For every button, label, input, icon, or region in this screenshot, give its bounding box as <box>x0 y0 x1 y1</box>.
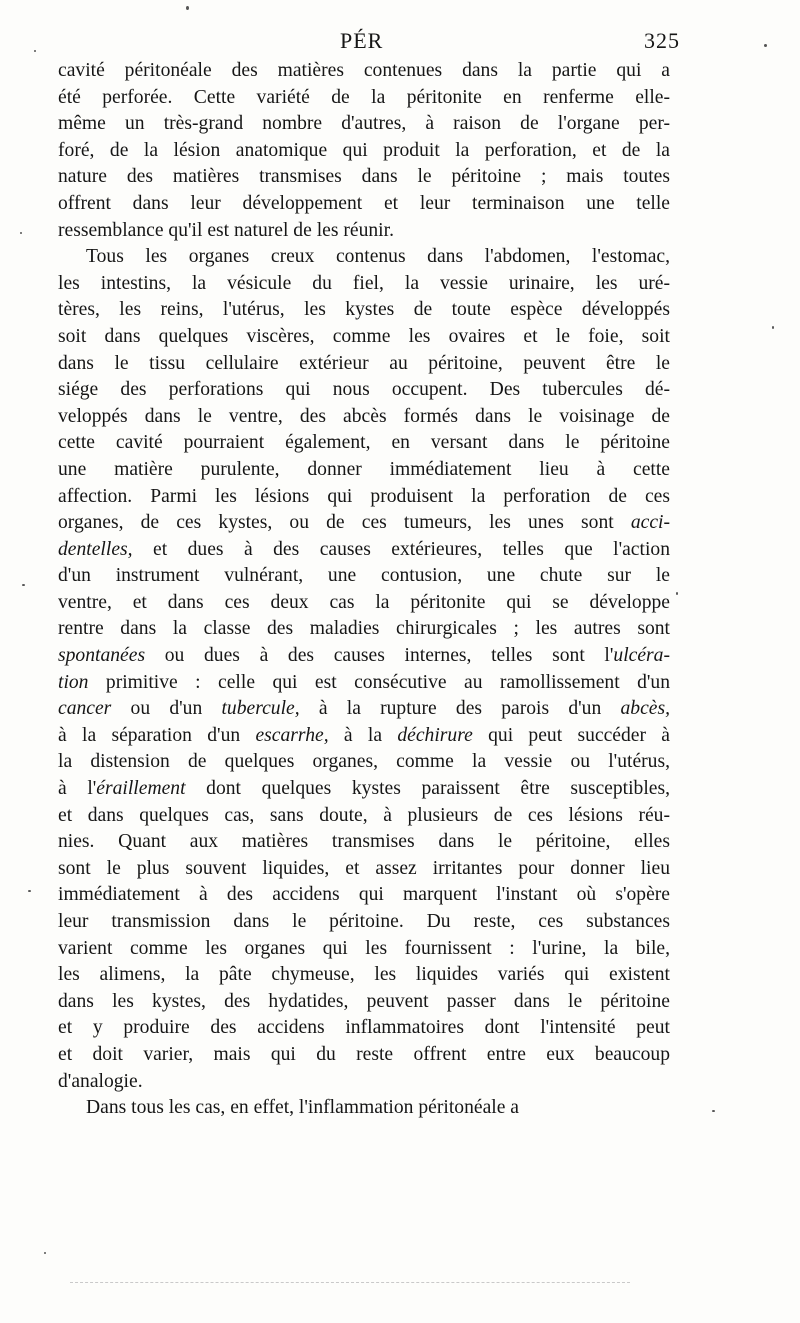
text-segment: tères, les reins, l'utérus, les kystes de toute espèce développés <box>58 299 670 321</box>
text-segment: nature des matières transmises dans le péritoine ; mais toutes <box>58 166 670 188</box>
text-line <box>58 670 670 697</box>
text-segment: sont le plus souvent liquides, et assez irritantes pour donner lieu <box>58 857 670 879</box>
bottom-rule <box>70 1282 630 1283</box>
text-line <box>58 882 670 909</box>
text-segment: ressemblance qu'il est naturel de les réunir. <box>58 219 394 241</box>
text-line <box>58 244 670 271</box>
text-segment: même un très-grand nombre d'autres, à raison de l'organe per- <box>58 113 670 135</box>
text-line <box>58 723 670 750</box>
italic-term: abcès, <box>620 698 670 720</box>
running-head: PÉR <box>340 28 384 53</box>
text-line <box>58 484 670 511</box>
body-text <box>58 58 670 1122</box>
text-segment: Tous les organes creux contenus dans l'abdomen, l'estomac, <box>86 246 670 268</box>
text-segment: siége des perforations qui nous occupent. Des tubercules dé- <box>58 379 670 401</box>
text-line <box>58 510 670 537</box>
text-line <box>58 1042 670 1069</box>
text-segment: une matière purulente, donner immédiatement lieu à cette <box>58 458 670 480</box>
text-line <box>58 271 670 298</box>
text-segment: dans les kystes, des hydatides, peuvent passer dans le péritoine <box>58 990 670 1012</box>
text-line <box>58 297 670 324</box>
text-line <box>58 749 670 776</box>
text-segment: et dans quelques cas, sans doute, à plusieurs de ces lésions réu- <box>58 804 670 826</box>
text-segment: varient comme les organes qui les fournissent : l'urine, la bile, <box>58 937 670 959</box>
italic-term: acci- <box>630 512 670 534</box>
text-segment: à l' <box>58 778 97 800</box>
text-segment: cette cavité pourraient également, en versant dans le péritoine <box>58 432 670 454</box>
text-line <box>58 803 670 830</box>
text-segment: ou d'un <box>111 698 222 720</box>
text-line <box>58 191 670 218</box>
text-line <box>58 85 670 112</box>
text-segment: ventre, et dans ces deux cas la péritonite qui se développe <box>58 591 670 613</box>
text-segment: à la rupture des parois d'un <box>299 698 621 720</box>
text-segment: la distension de quelques organes, comme la vessie ou l'utérus, <box>58 751 670 773</box>
text-line <box>58 164 670 191</box>
text-line <box>58 351 670 378</box>
text-line <box>58 377 670 404</box>
text-segment: leur transmission dans le péritoine. Du reste, ces substances <box>58 911 670 932</box>
text-segment: à la séparation d'un <box>58 724 256 746</box>
text-line <box>58 776 670 803</box>
text-line <box>58 111 670 138</box>
text-line <box>58 962 670 989</box>
page-number: 325 <box>644 28 680 53</box>
text-segment: Dans tous les cas, en effet, l'inflammation péritonéale a <box>86 1097 519 1119</box>
text-segment: à la <box>328 724 398 746</box>
text-line <box>58 829 670 856</box>
text-line <box>58 563 670 590</box>
text-segment: et dues à des causes extérieures, telles que l'action <box>132 538 670 560</box>
text-segment: les alimens, la pâte chymeuse, les liquides variés qui existent <box>58 964 670 986</box>
text-line <box>58 58 670 85</box>
text-segment: et y produire des accidens inflammatoires dont l'intensité peut <box>58 1017 670 1039</box>
text-segment: et doit varier, mais qui du reste offrent entre eux beaucoup <box>58 1043 670 1065</box>
text-segment: d'un instrument vulnérant, une contusion, une chute sur le <box>58 565 670 587</box>
text-segment: qui peut succéder à <box>472 724 670 746</box>
italic-term: dentelles, <box>58 538 133 560</box>
italic-term: éraillement <box>96 778 186 800</box>
text-segment: primitive : celle qui est consécutive au ramollissement d'un <box>88 671 670 693</box>
text-line <box>58 616 670 643</box>
text-line <box>58 856 670 883</box>
text-segment: affection. Parmi les lésions qui produisent la perforation de ces <box>58 485 670 507</box>
text-segment: nies. Quant aux matières transmises dans le péritoine, elles <box>58 831 670 853</box>
text-line <box>58 590 670 617</box>
text-segment: les intestins, la vésicule du fiel, la vessie urinaire, les uré- <box>58 272 670 294</box>
text-line <box>58 1095 670 1122</box>
text-line <box>58 909 670 936</box>
text-line <box>58 537 670 564</box>
text-segment: soit dans quelques viscères, comme les ovaires et le foie, soit <box>58 325 670 347</box>
text-line <box>58 404 670 431</box>
italic-term: tion <box>58 671 89 693</box>
text-line <box>58 324 670 351</box>
italic-term: tubercule, <box>221 698 300 720</box>
text-line <box>58 936 670 963</box>
text-segment: été perforée. Cette variété de la péritonite en renferme elle- <box>58 86 670 108</box>
text-segment: offrent dans leur développement et leur terminaison une telle <box>58 192 670 214</box>
text-line <box>58 643 670 670</box>
text-line <box>58 457 670 484</box>
italic-term: ulcéra- <box>613 645 670 667</box>
italic-term: cancer <box>58 698 112 720</box>
text-segment: dont quelques kystes paraissent être susceptibles, <box>185 778 670 800</box>
text-segment: organes, de ces kystes, ou de ces tumeurs, les unes sont <box>58 512 631 534</box>
text-segment: rentre dans la classe des maladies chirurgicales ; les autres sont <box>58 618 670 640</box>
text-segment: cavité péritonéale des matières contenues dans la partie qui a <box>58 60 670 81</box>
italic-term: déchirure <box>397 724 473 746</box>
text-segment: foré, de la lésion anatomique qui produit la perforation, et de la <box>58 139 670 161</box>
text-line <box>58 138 670 165</box>
text-segment: d'analogie. <box>58 1070 143 1092</box>
text-segment: ou dues à des causes internes, telles sont l' <box>145 645 614 667</box>
text-line <box>58 1015 670 1042</box>
italic-term: escarrhe, <box>255 724 329 746</box>
text-line <box>58 696 670 723</box>
page-header <box>60 28 680 56</box>
italic-term: spontanées <box>58 645 146 667</box>
text-segment: veloppés dans le ventre, des abcès formés dans le voisinage de <box>58 405 670 427</box>
text-line <box>58 430 670 457</box>
text-line <box>58 218 670 245</box>
text-segment: dans le tissu cellulaire extérieur au péritoine, peuvent être le <box>58 352 670 374</box>
text-segment: immédiatement à des accidens qui marquent l'instant où s'opère <box>58 884 670 906</box>
text-line <box>58 1069 670 1096</box>
text-line <box>58 989 670 1016</box>
